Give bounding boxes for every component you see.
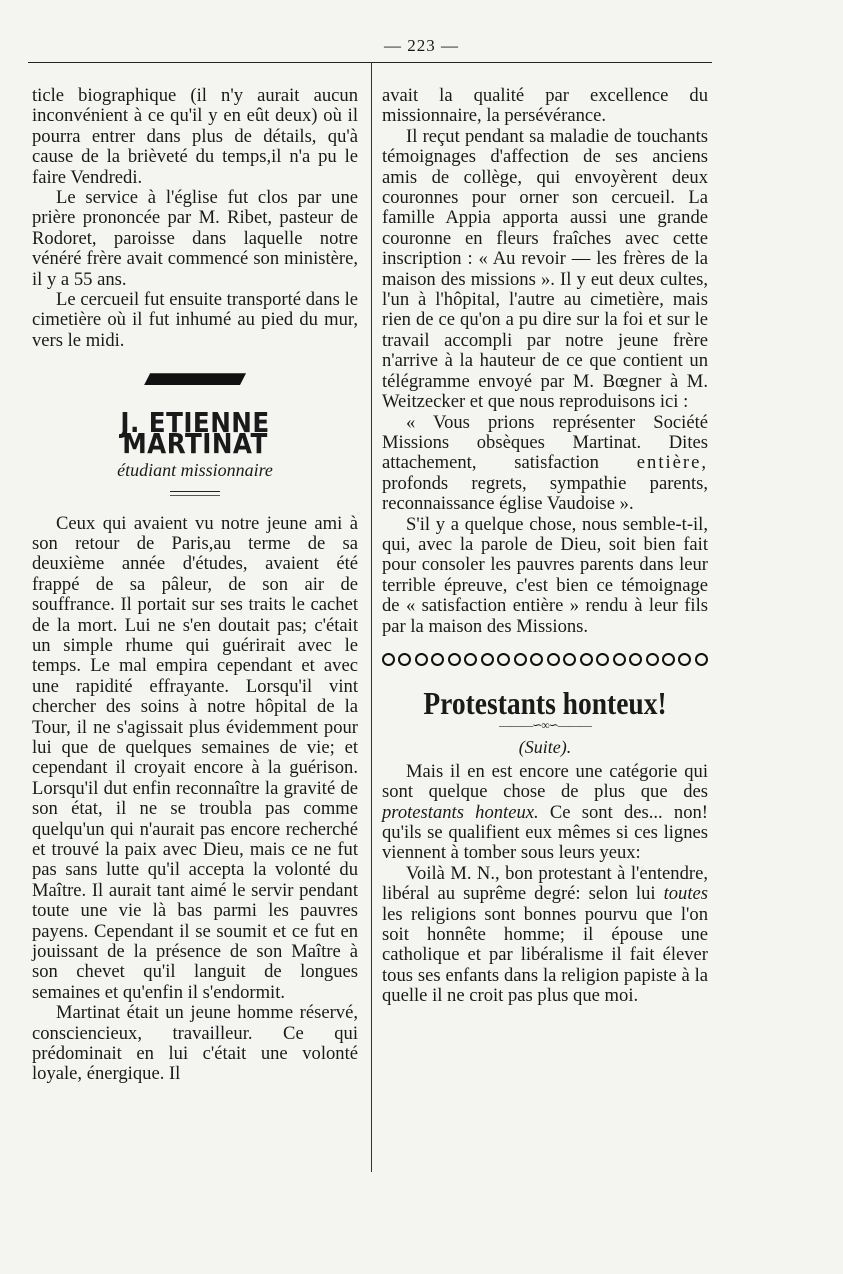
category-text-a: Mais il en est encore une catégorie qui sont quelque chose de plus que des (382, 760, 708, 803)
subtitle-rule (170, 491, 220, 496)
article-title-martinat: J. ETIENNE MARTINAT (120, 406, 270, 460)
telegram-spaced-word: entière, (636, 452, 708, 474)
paragraph-perseverance: avait la qualité par excellence du missionnaire, la persévérance. (382, 85, 708, 127)
telegram-text-a: « Vous prions représenter Société Missions obsèques Martinat. Dites attachement, satisfaction (382, 411, 708, 474)
suite-label: (Suite). (518, 737, 572, 758)
paragraph-telegram (382, 413, 708, 515)
article-title-protestants: Protestants honteux! (423, 684, 667, 721)
flourish-ornament: ———∽∞∽——— (499, 718, 591, 733)
paragraph-service: Le service à l'église fut clos par une prière prononcée par M. Ribet, pasteur de Rodoret, paroisse dans laquelle notre vénéré frère avait commencé son ministère, il y a 55 ans. (32, 187, 358, 290)
right-column (382, 86, 708, 1007)
header-rule (28, 62, 712, 63)
page-number: — 223 — (384, 36, 459, 55)
paragraph-consolation: S'il y a quelque chose, nous semble-t-il, qui, avec la parole de Dieu, soit bien fait pour consoler les pauvres parents dans leur terrible épreuve, c'est bien ce témoignage de « satisfaction entière » rendu à leur fils par la maison des Missions. (382, 513, 708, 637)
paragraph-martinat-illness: Ceux qui avaient vu notre jeune ami à son retour de Paris,au terme de sa deuxième année d'études, avaient été frappé de sa pâleur, de son air de souffrance. Il portait sur ses traits le cachet de la mort. Lui ne s'en doutait pas; c'était un simple rhume qui guérirait avec le temps. Le mal empira cependant et avec une rapidité effrayante. Lorsqu'il vint chercher des soins à notre hôpital de la Tour, il ne s'agissait plus évidemment pour lui que de quelques semaines de vie; et cependant il croyait encore à la guérison. Lorsqu'il dut enfin reconnaître la gravité de son état, il ne se troubla pas comme quelqu'un qui n'aurait pas encore recherché et trouvé la paix avec Dieu, mais ce ne fut pas sans lutte qu'il accepta la volonté du Maître. Il aurait tant aimé le servir pendant toute une vie là bas parmi les pauvres payens. Cependant il se soumit et ce fut en jouissant de la présence de son Maître à son chevet qu'il languit de longues semaines et qu'enfin il s'endormit. (32, 512, 358, 1003)
paragraph-burial: Le cercueil fut ensuite transporté dans le cimetière où il fut inhumé au pied du mur, vers le midi. (32, 289, 358, 351)
paragraph-biography-end: ticle biographique (il n'y aurait aucun inconvénient à ce qu'il y en eût deux) où il pourra entrer dans plus de détails, qu'à cause de la brièveté du temps,il n'a pu le faire Vendredi. (32, 85, 358, 188)
left-column (32, 86, 358, 1085)
column-divider (371, 62, 372, 1172)
paragraph-martinat-character: Martinat était un jeune homme réservé, consciencieux, travailleur. Ce qui prédominait en lui c'était une volonté loyale, énergique. Il (32, 1002, 358, 1085)
chain-ornament (382, 651, 708, 669)
telegram-text-b: profonds regrets, sympathie parents, reconnaissance église Vaudoise ». (382, 472, 708, 515)
section-ornament (144, 373, 246, 385)
article-subtitle: étudiant missionnaire (117, 460, 273, 481)
paragraph-category (382, 762, 708, 864)
paragraph-testimonies: Il reçut pendant sa maladie de touchants témoignages d'affection de ses anciens amis de collège, qui envoyèrent deux couronnes pour orner son cercueil. La famille Appia apporta aussi une grande couronne en fleurs fraîches avec cette inscription : « Au revoir — les frères de la maison des missions ». Il y eut deux cultes, l'un à l'hôpital, l'autre au cimetière, mais rien de ce qu'on a pu dire sur la foi et sur le travail accompli par notre jeune frère n'arrive à la hauteur de ce que contient un télégramme envoyé par M. Bœgner à M. Weitzecker et que nous reproduisons ici : (382, 125, 708, 413)
monsieur-text-b: les religions sont bonnes pourvu que l'on soit honnête homme; il épouse une catholique et par libéralisme il fait élever tous ses enfants dans la religion papiste à la quelle il ne croit pas plus que moi. (382, 903, 708, 1007)
category-italic: protestants honteux. (382, 801, 539, 823)
monsieur-text-a: Voilà M. N., bon protestant à l'entendre, libéral au suprême degré: selon lui (382, 862, 708, 905)
paragraph-monsieur-n (382, 864, 708, 1007)
category-text-b: Ce sont des... non! qu'ils se qualifient eux mêmes si ces lignes viennent à tomber sous leurs yeux: (382, 801, 708, 864)
monsieur-italic: toutes (663, 883, 708, 905)
